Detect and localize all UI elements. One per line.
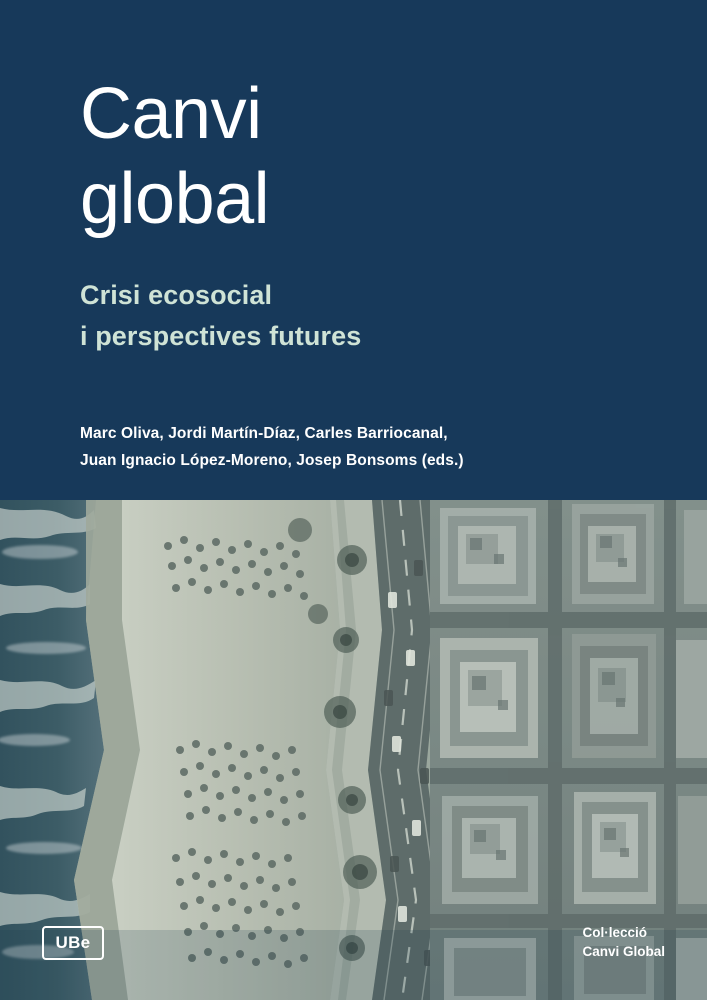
cover-subtitle bbox=[80, 275, 640, 356]
authors-line-1: Marc Oliva, Jordi Martín-Díaz, Carles Barriocanal, bbox=[80, 425, 448, 442]
title-line-1: Canvi bbox=[80, 74, 262, 154]
collection-label bbox=[582, 923, 665, 962]
cover-authors bbox=[80, 420, 640, 474]
subtitle-line-1: Crisi ecosocial bbox=[80, 280, 273, 310]
subtitle-line-2: i perspectives futures bbox=[80, 320, 362, 351]
publisher-logo: UBe bbox=[42, 926, 104, 960]
title-line-2: global bbox=[80, 158, 270, 239]
authors-line-2: Juan Ignacio López-Moreno, Josep Bonsoms (eds.) bbox=[80, 452, 464, 470]
collection-line-1: Col·lecció bbox=[582, 924, 647, 940]
collection-line-2: Canvi Global bbox=[582, 944, 665, 960]
page-title bbox=[80, 72, 640, 242]
